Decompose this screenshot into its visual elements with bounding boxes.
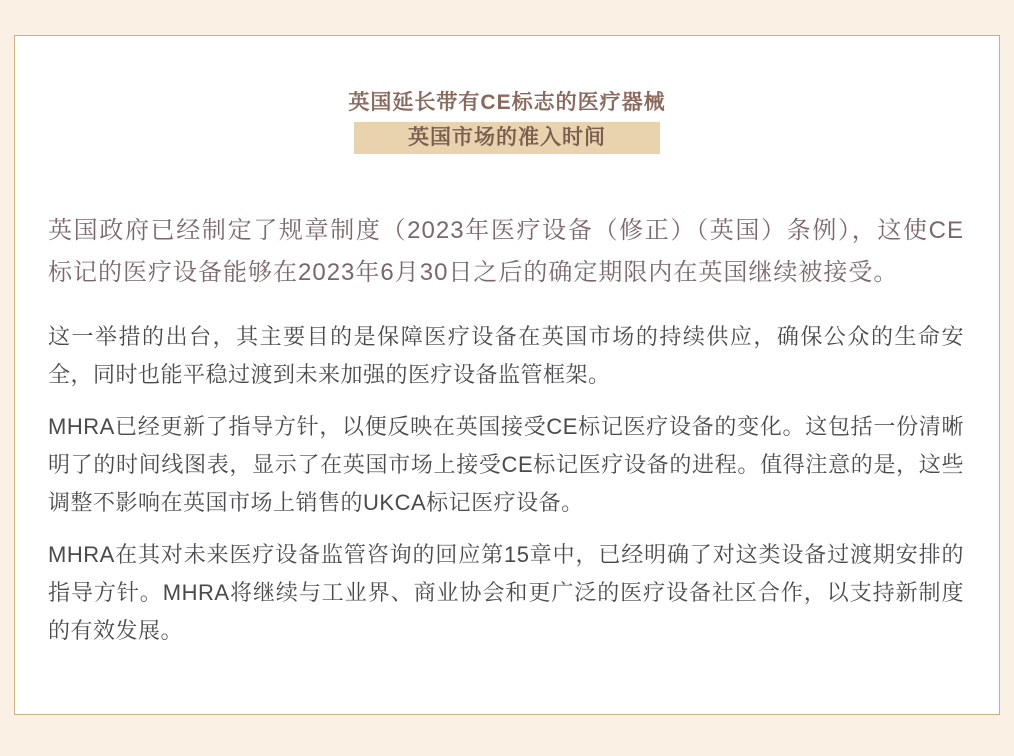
article-title-line1: 英国延长带有CE标志的医疗器械 [348,91,666,114]
paragraph: MHRA已经更新了指导方针，以便反映在英国接受CE标记医疗设备的变化。这包括一份清晰明了的时间线图表，显示了在英国市场上接受CE标记医疗设备的进程。值得注意的是，这些调整不影响在英国市场上销售的UKCA标记医疗设备。 [48,414,964,515]
article-header [15,36,999,154]
article-card [14,35,1000,715]
article-title-line2-highlighted: 英国市场的准入时间 [354,122,660,154]
paragraph: MHRA在其对未来医疗设备监管咨询的回应第15章中，已经明确了对这类设备过渡期安排的指导方针。MHRA将继续与工业界、商业协会和更广泛的医疗设备社区合作，以支持新制度的有效发展。 [48,542,964,643]
paragraph-lead: 英国政府已经制定了规章制度（2023年医疗设备（修正）（英国）条例），这使CE标记的医疗设备能够在2023年6月30日之后的确定期限内在英国继续被接受。 [48,217,964,286]
paragraph: 这一举措的出台，其主要目的是保障医疗设备在英国市场的持续供应，确保公众的生命安全，同时也能平稳过渡到未来加强的医疗设备监管框架。 [48,324,964,387]
article-body [15,210,999,650]
